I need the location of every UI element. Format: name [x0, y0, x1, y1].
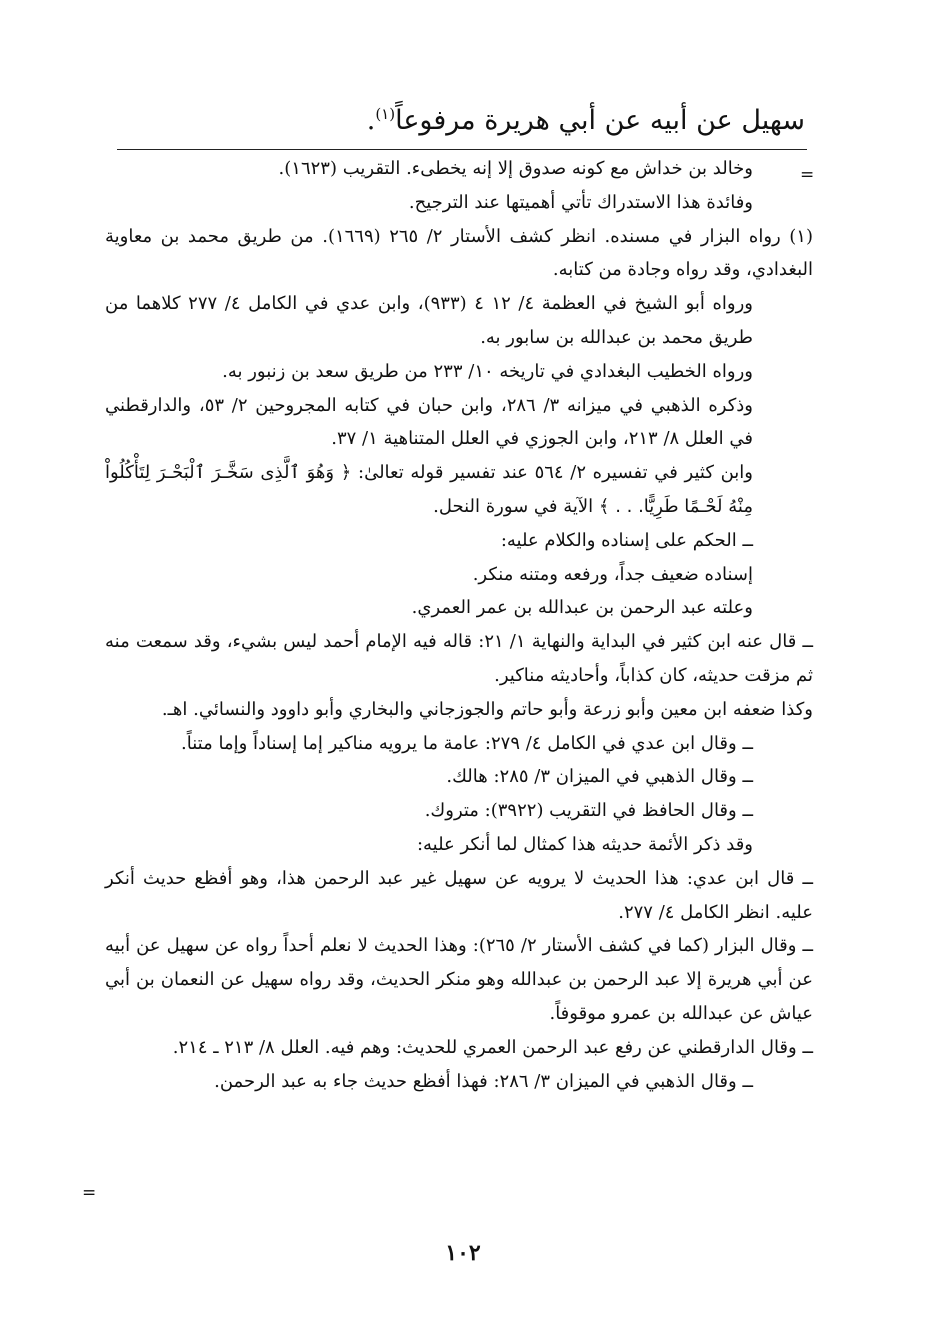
footnote-paragraph: ــ وقال الذهبي في الميزان ٣/ ٢٨٥: هالك.: [446, 766, 753, 788]
footnote-paragraph: ــ قال عنه ابن كثير في البداية والنهاية ١/ ٢١: قاله فيه الإمام أحمد ليس بشيء، وقد سمعت منه ثم مزقت حديثه، كان كذاباً، وأحاديثه مناكير.: [105, 631, 813, 686]
continuation-mark-bottom: =: [82, 1183, 97, 1203]
footnote-paragraph: وفائدة هذا الاستدراك تأتي أهميتها عند الترجيح.: [408, 191, 753, 213]
main-text-period: .: [366, 105, 376, 136]
continuation-mark-top: =: [800, 165, 815, 185]
footnote-paragraph: ــ وقال الحافظ في التقريب (٣٩٢٢): متروك.: [424, 800, 753, 822]
footnote-paragraph: ورواه الخطيب البغدادي في تاريخه ١٠/ ٢٣٣ من طريق سعد بن زنبور به.: [222, 360, 753, 382]
footnote-separator: [117, 149, 807, 150]
footnote-paragraph: إسناده ضعيف جداً، ورفعه ومتنه منكر.: [472, 563, 753, 585]
footnote-reference: (١): [375, 105, 396, 123]
footnote-paragraph: ــ الحكم على إسناده والكلام عليه:: [500, 529, 753, 551]
page-number: ١٠٢: [445, 1240, 481, 1266]
tafsir-citation: وابن كثير في تفسيره ٢/ ٥٦٤ عند تفسير قوله تعالىٰ:: [358, 462, 753, 484]
quran-verse: ﴿ وَهُوَ ٱلَّذِى سَخَّـرَ ٱلْبَحْـرَ لِتَأْكُلُواْ مِنْهُ لَحْـمًا طَرِيًّا. . . ﴾: [105, 462, 753, 517]
footnote-paragraph: وكذا ضعفه ابن معين وأبو زرعة وأبو حاتم والجوزجاني والبخاري وأبو داوود والنسائي. اهـ.: [161, 698, 813, 720]
footnote-paragraph: ــ وقال الذهبي في الميزان ٣/ ٢٨٦: فهذا أفظع حديث جاء به عبد الرحمن.: [214, 1070, 753, 1092]
footnote-paragraph: ورواه أبو الشيخ في العظمة ٤/ ١٢ ٤ (٩٣٣)، وابن عدي في الكامل ٤/ ٢٧٧ كلاهما من طريق محمد بن عبدالله بن سابور به.: [105, 293, 753, 348]
surah-reference: الآية في سورة النحل.: [433, 495, 594, 517]
footnote-1-paragraph: (١) رواه البزار في مسنده. انظر كشف الأستار ٢/ ٢٦٥ (١٦٦٩). من طريق محمد بن معاوية البغدادي، وقد رواه وجادة من كتابه.: [105, 225, 813, 281]
footnote-paragraph-tafsir: [105, 456, 813, 524]
footnote-paragraph: وقد ذكر الأئمة حديثه هذا كمثال لما أنكر عليه:: [416, 833, 753, 855]
main-text: سهيل عن أبيه عن أبي هريرة مرفوعاً: [395, 105, 805, 136]
footnote-paragraph: ــ قال ابن عدي: هذا الحديث لا يرويه عن سهيل غير عبد الرحمن هذا، وهو أفظع حديث أنكر عليه. انظر الكامل ٤/ ٢٧٧.: [105, 867, 813, 923]
footnotes: [105, 152, 813, 1098]
footnote-paragraph: ــ وقال البزار (كما في كشف الأستار ٢/ ٢٦٥): وهذا الحديث لا نعلم أحداً رواه عن سهيل عن أبيه عن أبي هريرة إلا عبد الرحمن بن عبدالله وهو منكر الحديث، وقد رواه سهيل عن النعمان بن أبي عياش عن عبدالله بن عمرو موقوفاً.: [105, 935, 813, 1024]
footnote-paragraph: وذكره الذهبي في ميزانه ٣/ ٢٨٦، وابن حبان في كتابه المجروحين ٢/ ٥٣، والدارقطني في العلل ٨/ ٢١٣، وابن الجوزي في العلل المتناهية ١/ ٣٧.: [105, 394, 753, 450]
footnote-paragraph: وعلته عبد الرحمن بن عبدالله بن عمر العمري.: [411, 597, 753, 619]
footnote-paragraph: وخالد بن خداش مع كونه صدوق إلا إنه يخطىء. التقريب (١٦٢٣).: [278, 158, 753, 179]
main-text-line: [105, 94, 805, 141]
footnote-paragraph: ــ وقال الدارقطني عن رفع عبد الرحمن العمري للحديث: وهم فيه. العلل ٨/ ٢١٣ ـ ٢١٤.: [172, 1036, 813, 1058]
footnote-paragraph: ــ وقال ابن عدي في الكامل ٤/ ٢٧٩: عامة ما يرويه مناكير إما إسناداً وإما متناً.: [181, 732, 753, 754]
